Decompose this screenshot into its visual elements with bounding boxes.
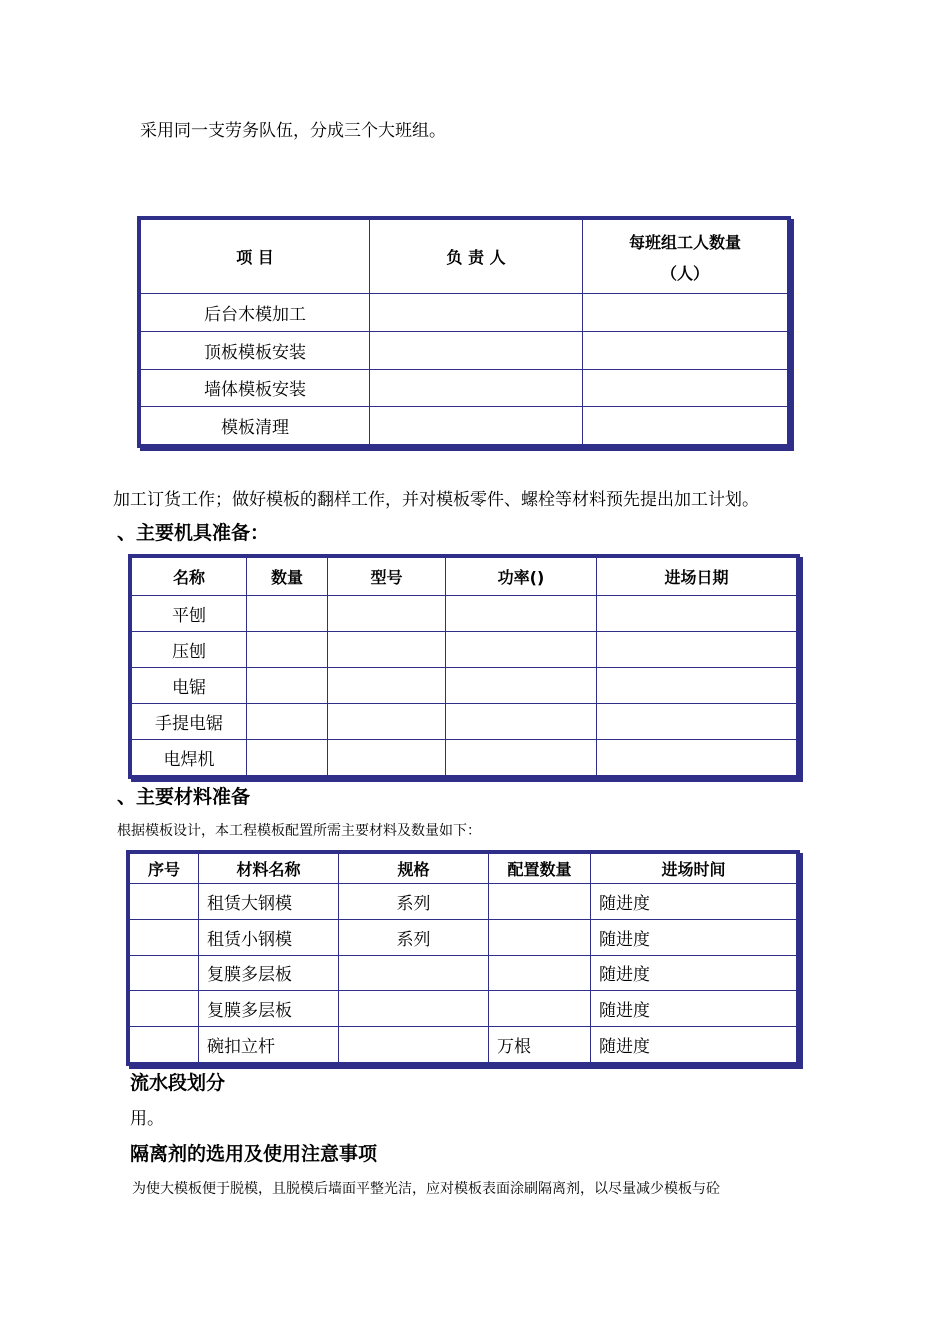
table-row: 碗扣立杆 万根 随进度 bbox=[130, 1027, 797, 1063]
table-row: 复膜多层板 随进度 bbox=[130, 955, 797, 991]
materials-paragraph: 根据模板设计，本工程模板配置所需主要材料及数量如下： bbox=[117, 823, 481, 839]
materials-heading: 、主要材料准备 bbox=[117, 786, 251, 808]
prep-paragraph: 加工订货工作；做好模板的翻样工作，并对模板零件、螺栓等材料预先提出加工计划。 bbox=[113, 490, 759, 510]
machinery-table-frame bbox=[128, 554, 800, 779]
crew-col-item: 项 目 bbox=[141, 220, 370, 294]
table-row: 租赁大钢模 系列 随进度 bbox=[130, 884, 797, 920]
flow-heading: 流水段划分 bbox=[130, 1072, 226, 1094]
table-row: 手提电锯 bbox=[132, 704, 797, 740]
table-row: 租赁小钢模 系列 随进度 bbox=[130, 919, 797, 955]
table-row: 墙体模板安装 bbox=[141, 369, 788, 407]
table-row: 模板清理 bbox=[141, 407, 788, 445]
crew-col-leader: 负 责 人 bbox=[370, 220, 583, 294]
release-paragraph: 为使大模板便于脱模，且脱模后墙面平整光洁，应对模板表面涂刷隔离剂，以尽量减少模板与砼 bbox=[132, 1181, 720, 1197]
crew-table-frame bbox=[137, 216, 791, 448]
materials-table: 序号 材料名称 规格 配置数量 进场时间 租赁大钢模 系列 随进度 租赁小钢模 系列 随进度 复膜多层板 随进度 复膜多层板 随进度 碗扣立杆 万根 随进度 bbox=[129, 853, 797, 1063]
intro-paragraph: 采用同一支劳务队伍，分成三个大班组。 bbox=[140, 121, 446, 141]
table-row: 压刨 bbox=[132, 632, 797, 668]
table-row: 顶板模板安装 bbox=[141, 331, 788, 369]
machinery-table: 名称 数量 型号 功率() 进场日期 平刨 压刨 电锯 手提电锯 电焊机 bbox=[131, 557, 797, 776]
crew-table bbox=[140, 219, 788, 445]
table-row: 平刨 bbox=[132, 596, 797, 632]
table-row: 电锯 bbox=[132, 668, 797, 704]
table-row: 复膜多层板 随进度 bbox=[130, 991, 797, 1027]
table-row: 后台木模加工 bbox=[141, 294, 788, 332]
flow-paragraph: 用。 bbox=[130, 1109, 164, 1129]
machinery-heading: 、主要机具准备： bbox=[117, 522, 270, 544]
materials-table-frame bbox=[126, 850, 800, 1066]
crew-col-workers: 每班组工人数量 （人） bbox=[583, 220, 788, 294]
release-heading: 隔离剂的选用及使用注意事项 bbox=[130, 1143, 378, 1165]
table-row: 电焊机 bbox=[132, 740, 797, 776]
